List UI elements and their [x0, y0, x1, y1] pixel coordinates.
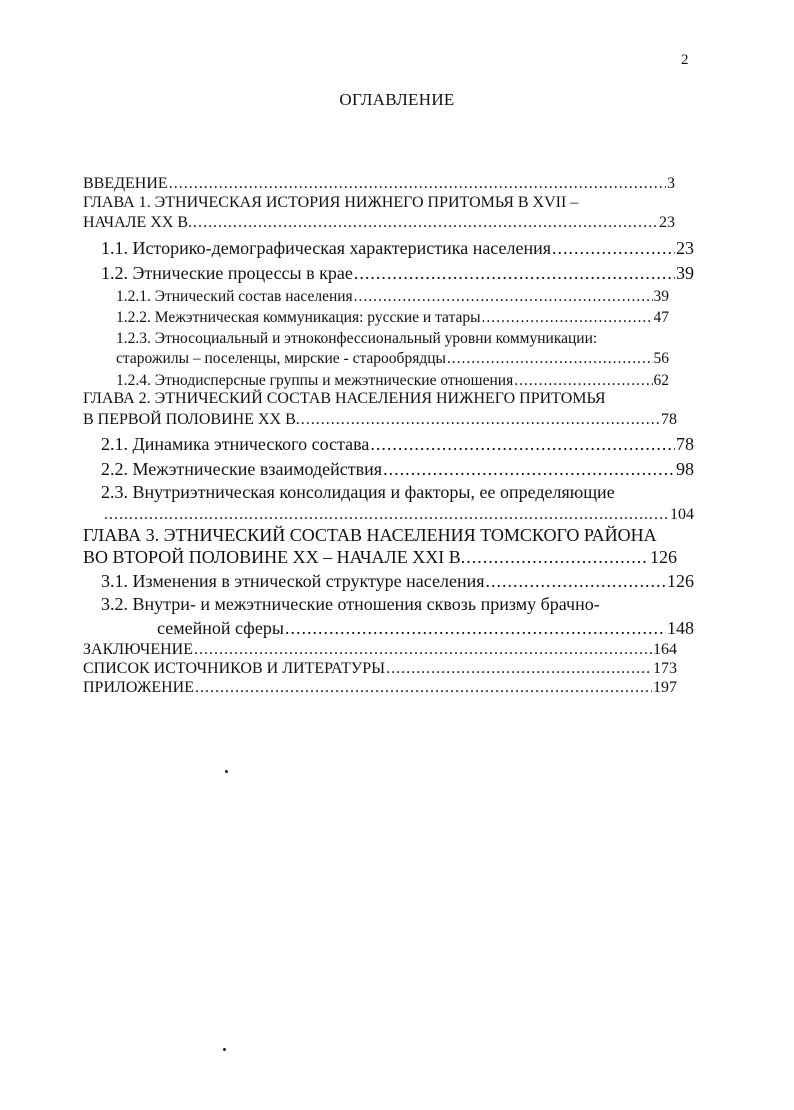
toc-entry-title: ВО ВТОРОЙ ПОЛОВИНЕ XX – НАЧАЛЕ XXI В. [83, 547, 466, 567]
toc-section-2-1 [101, 434, 694, 455]
toc-entry-page: 104 [670, 506, 694, 523]
toc-section-3-2 [157, 618, 694, 639]
toc-entry-title: старожилы – поселенцы, мирские - старообрядцы [116, 350, 446, 367]
toc-section-2-2 [101, 459, 694, 480]
toc-entry-page: 98 [676, 459, 694, 479]
page-number: 2 [681, 52, 689, 68]
toc-entry-title: 1.2.4. Этнодисперсные группы и межэтнические отношения [116, 372, 514, 389]
toc-entry-title: 1.2. Этнические процессы в крае [101, 263, 353, 283]
toc-entry-title: семейной сферы [157, 618, 284, 638]
toc-chapter-3 [83, 547, 677, 568]
toc-entry-title: 1.2.1. Этнический состав населения [116, 288, 353, 305]
toc-entry-page: 56 [653, 350, 669, 367]
toc-entry-page: 23 [659, 214, 675, 231]
toc-entry-page: 62 [653, 372, 669, 389]
toc-section-3-1 [101, 571, 694, 592]
toc-chapter-1 [83, 214, 675, 232]
toc-section-1-1 [101, 238, 694, 259]
page-title: ОГЛАВЛЕНИЕ [339, 90, 455, 109]
toc-entry-title: СПИСОК ИСТОЧНИКОВ И ЛИТЕРАТУРЫ [83, 660, 386, 677]
toc-entry-title: 3.1. Изменения в этнической структуре населения [101, 571, 485, 591]
toc-entry-conclusion [83, 641, 677, 659]
toc-section-2-3-line1: 2.3. Внутриэтническая консолидация и факторы, ее определяющие [101, 482, 615, 502]
toc-section-1-2-2 [116, 309, 669, 327]
toc-section-1-2-3 [116, 350, 669, 368]
toc-entry-page: 173 [653, 660, 677, 677]
toc-chapter-1-line1: ГЛАВА 1. ЭТНИЧЕСКАЯ ИСТОРИЯ НИЖНЕГО ПРИТОМЬЯ В XVII – [83, 194, 579, 211]
toc-entry-title: 1.2.2. Межэтническая коммуникация: русские и татары [116, 309, 481, 326]
toc-section-1-2-4 [116, 372, 669, 390]
toc-entry-title: 2.1. Динамика этнического состава [101, 434, 370, 454]
toc-section-1-2 [101, 263, 694, 284]
toc-entry-title: ВВЕДЕНИЕ [83, 175, 168, 192]
toc-entry-title: В ПЕРВОЙ ПОЛОВИНЕ XX В. [83, 411, 300, 428]
scan-speck [225, 770, 228, 773]
toc-entry-page: 39 [676, 263, 694, 283]
toc-entry-page: 126 [667, 571, 694, 591]
toc-entry-page: 78 [676, 434, 694, 454]
toc-entry-title: 1.1. Историко-демографическая характеристика населения [101, 238, 552, 258]
toc-entry-page: 164 [653, 641, 677, 658]
toc-entry-page: 197 [653, 679, 677, 696]
toc-entry-intro [83, 175, 675, 193]
toc-section-2-3 [104, 506, 694, 524]
toc-entry-appendix [83, 679, 677, 697]
toc-entry-title: 2.2. Межэтнические взаимодействия [101, 459, 383, 479]
toc-entry-title: ПРИЛОЖЕНИЕ [83, 679, 195, 696]
toc-entry-page: 3 [667, 175, 675, 192]
toc-entry-page: 148 [667, 618, 694, 638]
toc-entry-title: НАЧАЛЕ XX В. [83, 214, 193, 231]
toc-entry-page: 39 [653, 288, 669, 305]
toc-entry-page: 23 [676, 238, 694, 258]
toc-section-1-2-3-line1: 1.2.3. Этносоциальный и этноконфессиональный уровни коммуникации: [116, 330, 598, 347]
toc-section-1-2-1 [116, 288, 669, 306]
toc-entry-page: 78 [661, 411, 677, 428]
toc-entry-sources [83, 660, 677, 678]
toc-chapter-2-line1: ГЛАВА 2. ЭТНИЧЕСКИЙ СОСТАВ НАСЕЛЕНИЯ НИЖНЕГО ПРИТОМЬЯ [83, 390, 606, 407]
toc-chapter-3-line1: ГЛАВА 3. ЭТНИЧЕСКИЙ СОСТАВ НАСЕЛЕНИЯ ТОМСКОГО РАЙОНА [83, 525, 657, 545]
toc-chapter-2 [83, 411, 677, 429]
scan-speck [223, 1048, 226, 1051]
toc-entry-page: 126 [650, 547, 677, 567]
toc-entry-title: ЗАКЛЮЧЕНИЕ [83, 641, 193, 658]
toc-entry-page: 47 [653, 309, 669, 326]
toc-section-3-2-line1: 3.2. Внутри- и межэтнические отношения сквозь призму брачно- [101, 594, 600, 614]
